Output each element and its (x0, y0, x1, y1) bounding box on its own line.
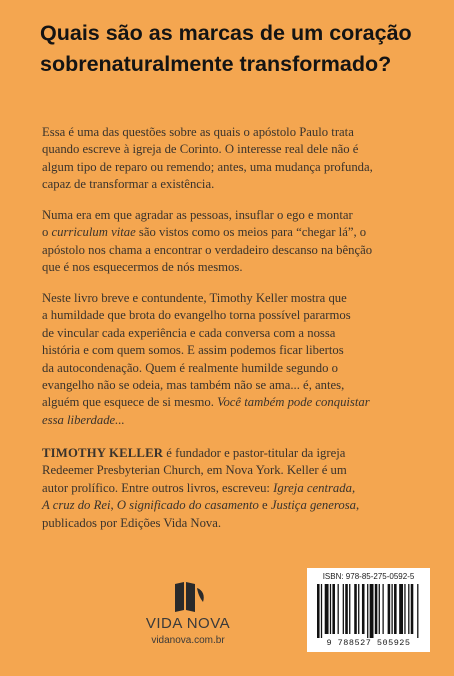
publisher-logo (144, 580, 234, 650)
barcode-panel (307, 568, 430, 652)
text-line: história e com quem somos. E assim podemos ficar libertos (42, 343, 344, 358)
text-line: quando escreve à igreja de Corinto. O interesse real dele não é (42, 142, 359, 157)
paragraph-intro (42, 124, 430, 194)
text-line: capaz de transformar a existência. (42, 177, 215, 192)
text-line: Neste livro breve e contundente, Timothy Keller mostra que (42, 291, 347, 305)
text-line: Redeemer Presbyterian Church, em Nova York. Keller é um (42, 463, 347, 478)
emphasis-text: essa liberdade... (42, 412, 125, 427)
text-line (42, 412, 430, 429)
publisher-name: VIDA NOVA (145, 615, 231, 632)
text-line: apóstolo nos chama a encontrar o verdadeiro descanso na bênção (42, 242, 373, 257)
isbn-label: ISBN: 978-85-275-0592-5 (322, 572, 415, 581)
emphasis-text: Você também pode conquistar (217, 395, 370, 410)
barcode-digits: 9 788527 505925 (326, 638, 411, 648)
text-line: o curriculum vitae são vistos como os meios para “chegar lá”, o (42, 225, 367, 240)
headline-line-2: sobrenaturalmente transformado? (40, 52, 392, 76)
text-line: evangelho não se odeia, mas também não se ama... é, antes, (42, 378, 345, 393)
barcode-image (317, 584, 421, 638)
text-line: algum tipo de reparo ou remendo; antes, uma mudança profunda, (42, 159, 373, 174)
paragraph-summary (42, 290, 430, 429)
publisher-url: vidanova.com.br (151, 635, 225, 646)
text-line: que é nos esquecermos de nós mesmos. (42, 260, 243, 275)
text-line: TIMOTHY KELLER é fundador e pastor-titular da igreja (42, 446, 346, 460)
text-line: A cruz do Rei, O significado do casamento e Justiça generosa, (42, 498, 360, 513)
author-bio (42, 445, 430, 532)
book-title: Igreja centrada, (273, 480, 356, 495)
text-line: alguém que esquece de si mesmo. Você também pode conquistar (42, 395, 370, 410)
headline-line-1: Quais são as marcas de um coração (40, 21, 412, 45)
text-line: a humildade que brota do evangelho torna possível pararmos (42, 308, 351, 323)
book-title: Justiça generosa (270, 498, 356, 513)
author-name: TIMOTHY KELLER (42, 446, 164, 460)
text-line: Essa é uma das questões sobre as quais o apóstolo Paulo trata (42, 125, 354, 139)
text-line: autor prolífico. Entre outros livros, escreveu: Igreja centrada, (42, 480, 356, 495)
text-line: publicados por Edições Vida Nova. (42, 515, 222, 530)
vida-nova-logo-icon (167, 580, 207, 614)
book-title: O significado do casamento (116, 498, 259, 513)
headline (40, 18, 440, 80)
emphasis-text: curriculum vitae (51, 225, 136, 240)
text-line: da autocondenação. Quem é realmente humilde segundo o (42, 360, 338, 375)
paragraph-context (42, 207, 430, 277)
text-line: Numa era em que agradar as pessoas, insuflar o ego e montar (42, 208, 353, 222)
text-line: de vincular cada experiência e cada conversa com a nossa (42, 325, 336, 340)
book-title: A cruz do Rei (42, 498, 111, 513)
